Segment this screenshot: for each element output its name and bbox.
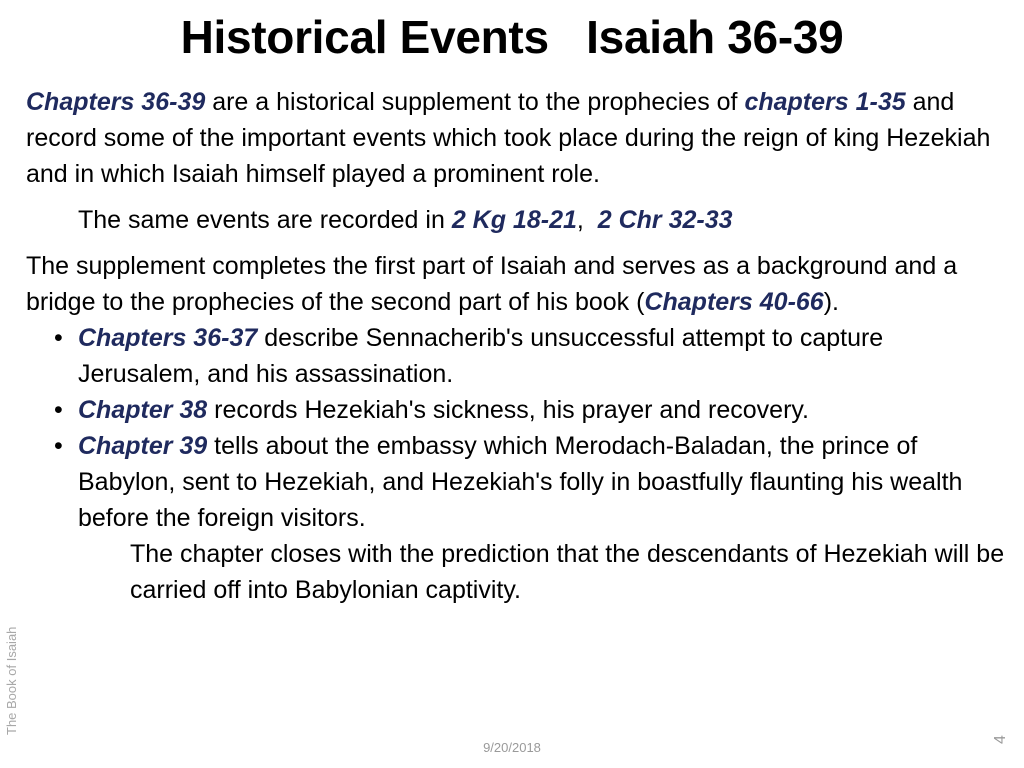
bullet-icon: • xyxy=(54,324,63,352)
paragraph-intro xyxy=(26,84,1006,192)
paragraph-closing: The chapter closes with the prediction that the descendants of Hezekiah will be carried off into Babylonian captivity. xyxy=(130,540,1005,604)
page-number: 4 xyxy=(992,735,1009,744)
side-label: The Book of Isaiah xyxy=(4,626,19,735)
paragraph-text: The supplement completes the first part of Isaiah and serves as a background and a bridge to the prophecies of the second part of his book ( xyxy=(26,252,958,316)
bullet-icon: • xyxy=(54,432,63,460)
reference: Chapters 36-39 xyxy=(26,88,206,116)
paragraph-supplement xyxy=(26,248,1006,320)
reference: chapters 1-35 xyxy=(744,88,906,116)
paragraph-same-events xyxy=(26,202,1006,238)
bullet-item xyxy=(26,428,1006,536)
reference: 2 Chr 32-33 xyxy=(597,206,733,234)
reference: Chapters 40-66 xyxy=(644,288,824,316)
slide-title: Historical Events Isaiah 36-39 xyxy=(180,11,844,63)
bullet-item xyxy=(26,320,1006,392)
bullet-text: describe Sennacherib's unsuccessful attempt to capture Jerusalem, and his assassination. xyxy=(78,324,884,388)
bullet-text: tells about the embassy which Merodach-Baladan, the prince of Babylon, sent to Hezekiah, and Hezekiah's folly in boastfully flaunting his wealth before the foreign visitors. xyxy=(78,432,963,532)
paragraph-text: , xyxy=(576,206,598,234)
slide-body xyxy=(26,84,1006,608)
paragraph-text: The same events are recorded in xyxy=(78,206,452,234)
reference: Chapter 39 xyxy=(78,432,208,460)
bullet-icon: • xyxy=(54,396,63,424)
paragraph-text: and record some of the important events which took place during the reign of king Hezekiah and in which Isaiah himself played a prominent role. xyxy=(26,88,991,188)
footer-date: 9/20/2018 xyxy=(483,740,541,755)
reference: 2 Kg 18-21 xyxy=(451,206,577,234)
bullet-item xyxy=(26,392,1006,428)
reference: Chapters 36-37 xyxy=(78,324,258,352)
paragraph-text: are a historical supplement to the prophecies of xyxy=(205,88,745,116)
reference: Chapter 38 xyxy=(78,396,208,424)
bullet-text: records Hezekiah's sickness, his prayer and recovery. xyxy=(207,396,809,424)
paragraph-text: ). xyxy=(823,288,839,316)
